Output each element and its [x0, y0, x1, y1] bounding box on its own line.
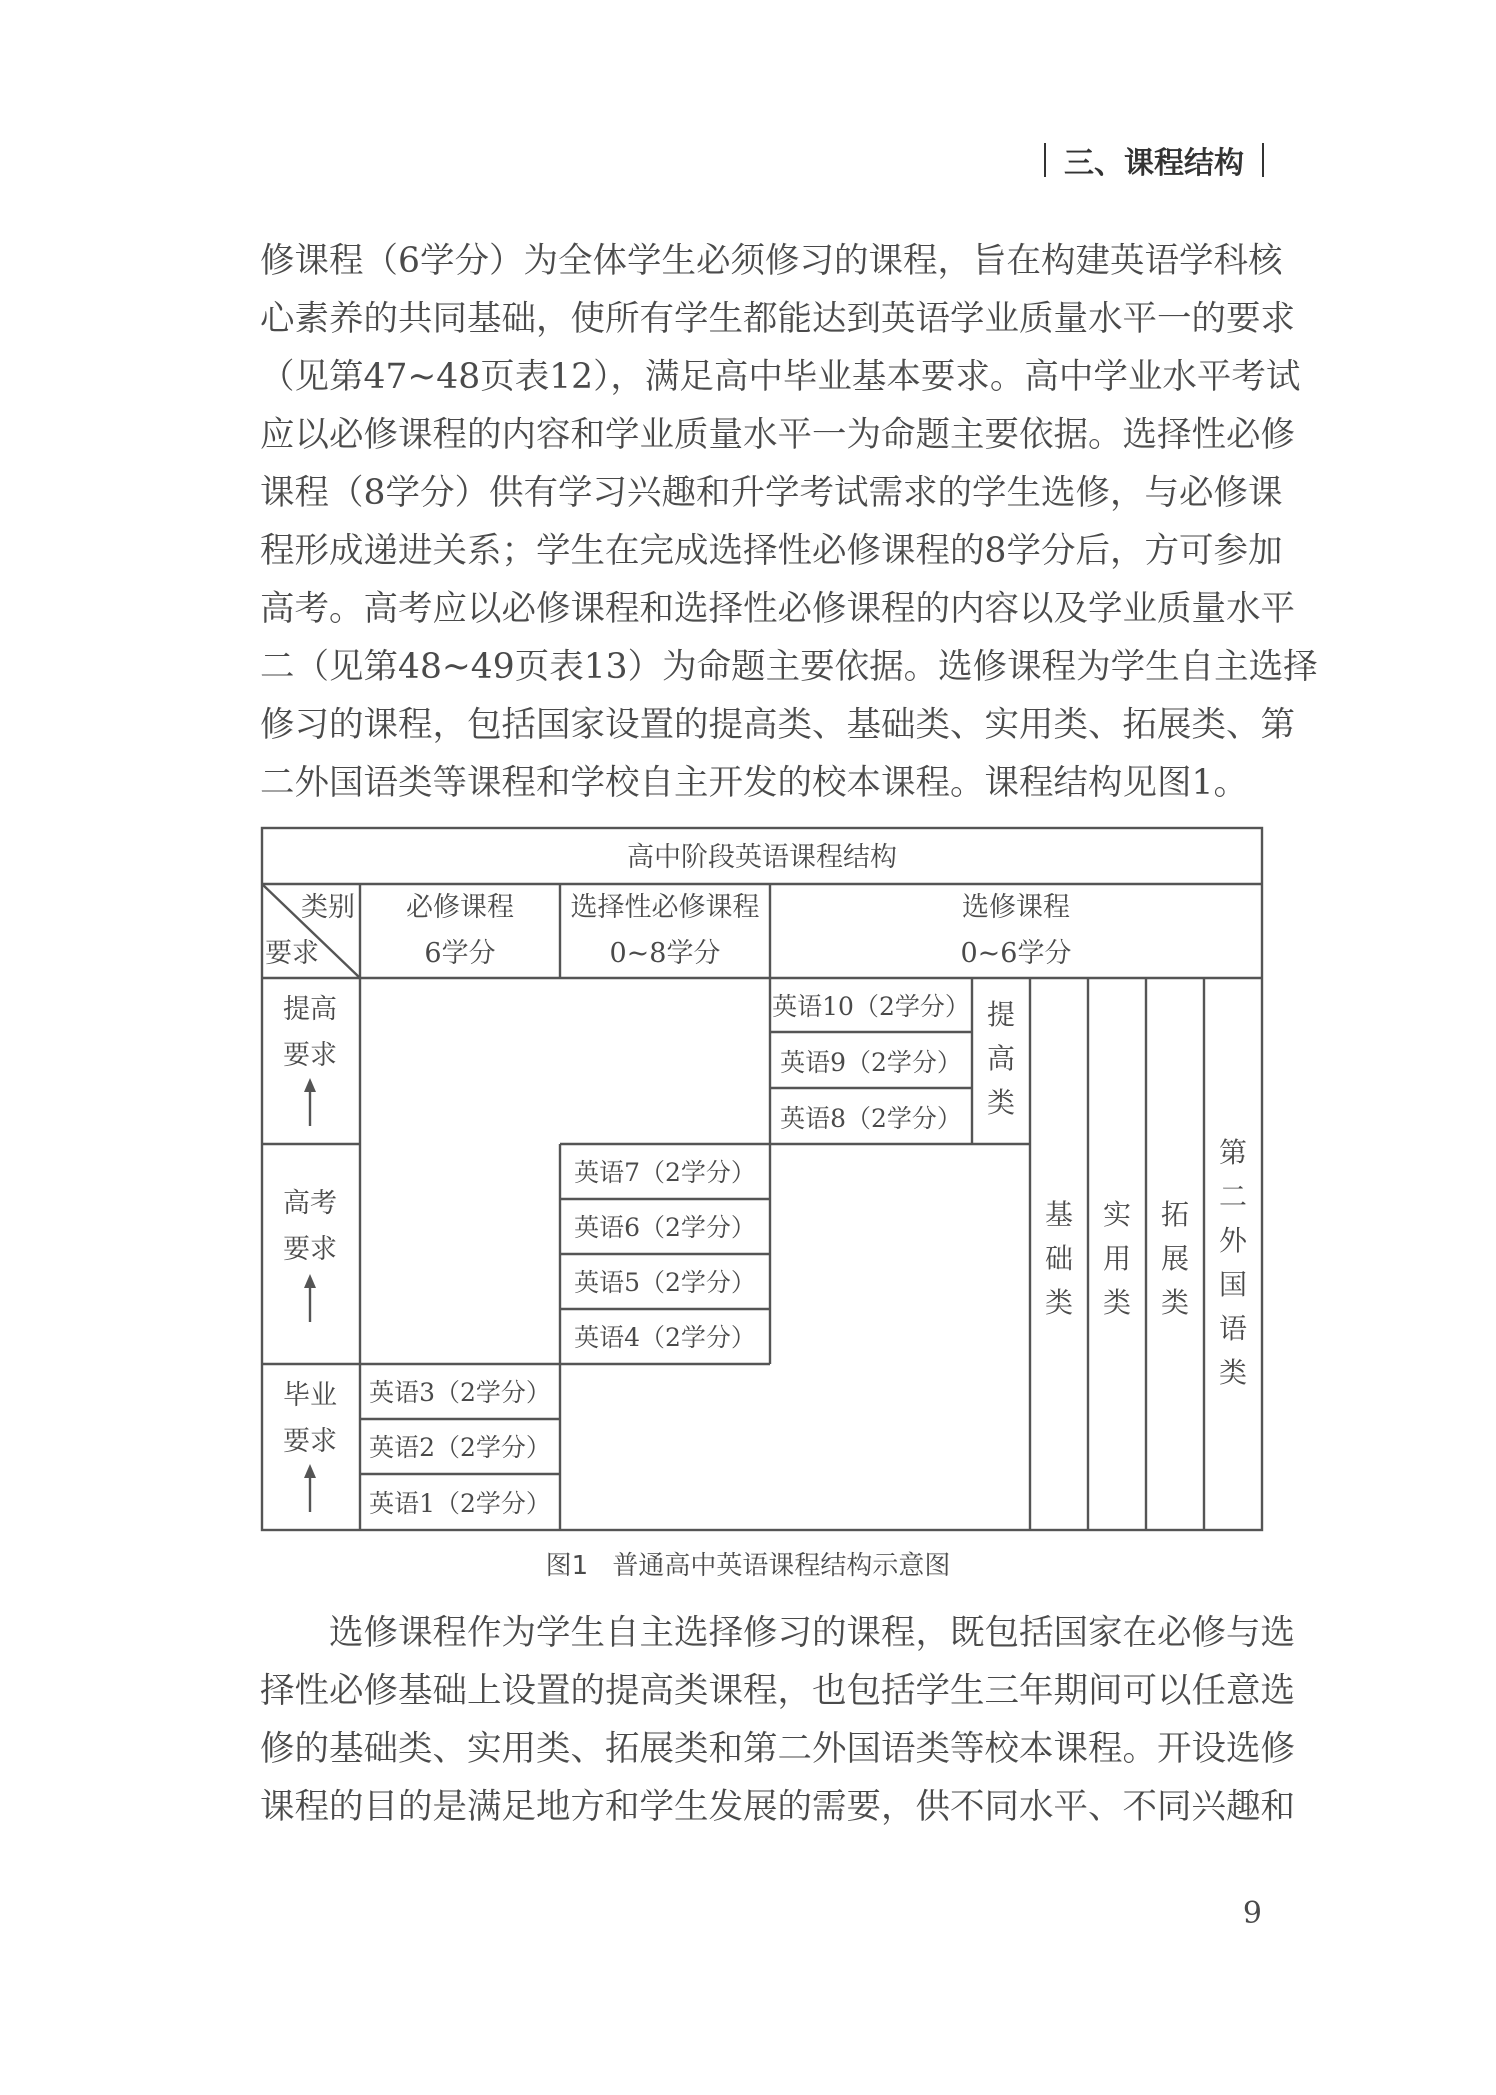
paragraph-line: 修课程（6学分）为全体学生必须修习的课程，旨在构建英语学科核 — [260, 241, 1283, 281]
category-extension-char: 类 — [1160, 1286, 1190, 1319]
category-basic-char: 类 — [1044, 1286, 1074, 1319]
header-divider-left — [1044, 143, 1046, 177]
paragraph-line: 二（见第48~49页表13）为命题主要依据。选修课程为学生自主选择 — [260, 647, 1318, 687]
elective-header: 选修课程 — [962, 892, 1070, 923]
course-english-6: 英语6（2学分） — [574, 1213, 756, 1242]
course-english-4: 英语4（2学分） — [574, 1323, 756, 1352]
paragraph-line: 修的基础类、实用类、拓展类和第二外国语类等校本课程。开设选修 — [260, 1729, 1295, 1769]
figure-caption — [0, 1545, 1496, 1582]
figure-label: 图1 — [545, 1551, 589, 1581]
category-second-language-char: 第 — [1218, 1136, 1248, 1169]
category-second-language-char: 类 — [1218, 1356, 1248, 1389]
course-english-7: 英语7（2学分） — [574, 1158, 756, 1187]
body-paragraph-1 — [260, 232, 1318, 812]
paragraph-line: 应以必修课程的内容和学业质量水平一为命题主要依据。选择性必修 — [260, 415, 1295, 455]
diagram-frame — [262, 828, 1262, 1530]
category-extension-char: 展 — [1160, 1242, 1190, 1275]
course-english-3: 英语3（2学分） — [369, 1378, 551, 1407]
paragraph-line: 心素养的共同基础，使所有学生都能达到英语学业质量水平一的要求 — [260, 299, 1295, 339]
category-practical-char: 类 — [1102, 1286, 1132, 1319]
category-basic-char: 础 — [1044, 1242, 1074, 1275]
required-header: 必修课程 — [406, 892, 514, 923]
arrow-up-icon — [304, 1274, 316, 1288]
category-second-language-char: 外 — [1218, 1224, 1248, 1257]
paragraph-line: 程形成递进关系；学生在完成选择性必修课程的8学分后，方可参加 — [260, 531, 1283, 571]
arrow-up-icon — [304, 1078, 316, 1092]
category-second-language-char: 语 — [1218, 1312, 1248, 1345]
paragraph-line: 选修课程作为学生自主选择修习的课程，既包括国家在必修与选 — [329, 1613, 1295, 1653]
category-advanced-char: 提 — [986, 998, 1016, 1031]
level-advanced-line1: 提高 — [283, 994, 337, 1025]
paragraph-line: （见第47~48页表12），满足高中毕业基本要求。高中学业水平考试 — [260, 357, 1301, 397]
paragraph-line: 修习的课程，包括国家设置的提高类、基础类、实用类、拓展类、第 — [260, 705, 1295, 745]
corner-requirement-label: 要求 — [265, 938, 319, 969]
paragraph-line: 课程（8学分）供有学习兴趣和升学考试需求的学生选修，与必修课 — [260, 473, 1283, 513]
running-header — [1044, 138, 1264, 182]
level-graduation-line1: 毕业 — [283, 1380, 337, 1411]
course-english-10: 英语10（2学分） — [772, 992, 970, 1021]
paragraph-line: 高考。高考应以必修课程和选择性必修课程的内容以及学业质量水平 — [260, 589, 1295, 629]
page-number: 9 — [1242, 1896, 1262, 1931]
category-advanced-char: 高 — [986, 1042, 1016, 1075]
course-english-9: 英语9（2学分） — [780, 1048, 962, 1077]
elective-credits: 0~6学分 — [960, 938, 1072, 969]
corner-category-label: 类别 — [301, 892, 355, 923]
required-credits: 6学分 — [424, 938, 496, 969]
level-advanced-line2: 要求 — [283, 1040, 337, 1071]
selective-header: 选择性必修课程 — [570, 892, 760, 923]
course-english-2: 英语2（2学分） — [369, 1433, 551, 1462]
category-advanced-char: 类 — [986, 1086, 1016, 1119]
level-exam-line1: 高考 — [283, 1188, 337, 1219]
category-extension-char: 拓 — [1160, 1198, 1190, 1231]
figure-title: 普通高中英语课程结构示意图 — [612, 1551, 951, 1581]
category-basic-char: 基 — [1044, 1198, 1074, 1231]
paragraph-line: 择性必修基础上设置的提高类课程，也包括学生三年期间可以任意选 — [260, 1671, 1295, 1711]
category-practical-char: 用 — [1102, 1242, 1132, 1275]
section-title: 三、课程结构 — [1064, 146, 1244, 181]
category-practical-char: 实 — [1102, 1198, 1132, 1231]
level-exam-line2: 要求 — [283, 1234, 337, 1265]
category-second-language-char: 二 — [1218, 1180, 1248, 1213]
arrow-up-icon — [304, 1464, 316, 1478]
body-paragraph-2 — [260, 1604, 1295, 1836]
course-english-1: 英语1（2学分） — [369, 1489, 551, 1518]
paragraph-line: 课程的目的是满足地方和学生发展的需要，供不同水平、不同兴趣和 — [260, 1787, 1295, 1827]
course-english-5: 英语5（2学分） — [574, 1268, 756, 1297]
paragraph-line: 二外国语类等课程和学校自主开发的校本课程。课程结构见图1。 — [260, 763, 1248, 803]
curriculum-structure-diagram — [260, 826, 1264, 1532]
course-english-8: 英语8（2学分） — [780, 1104, 962, 1133]
selective-credits: 0~8学分 — [609, 938, 721, 969]
header-divider-right — [1262, 143, 1264, 177]
level-graduation-line2: 要求 — [283, 1426, 337, 1457]
category-second-language-char: 国 — [1218, 1268, 1248, 1301]
diagram-title: 高中阶段英语课程结构 — [627, 842, 897, 873]
